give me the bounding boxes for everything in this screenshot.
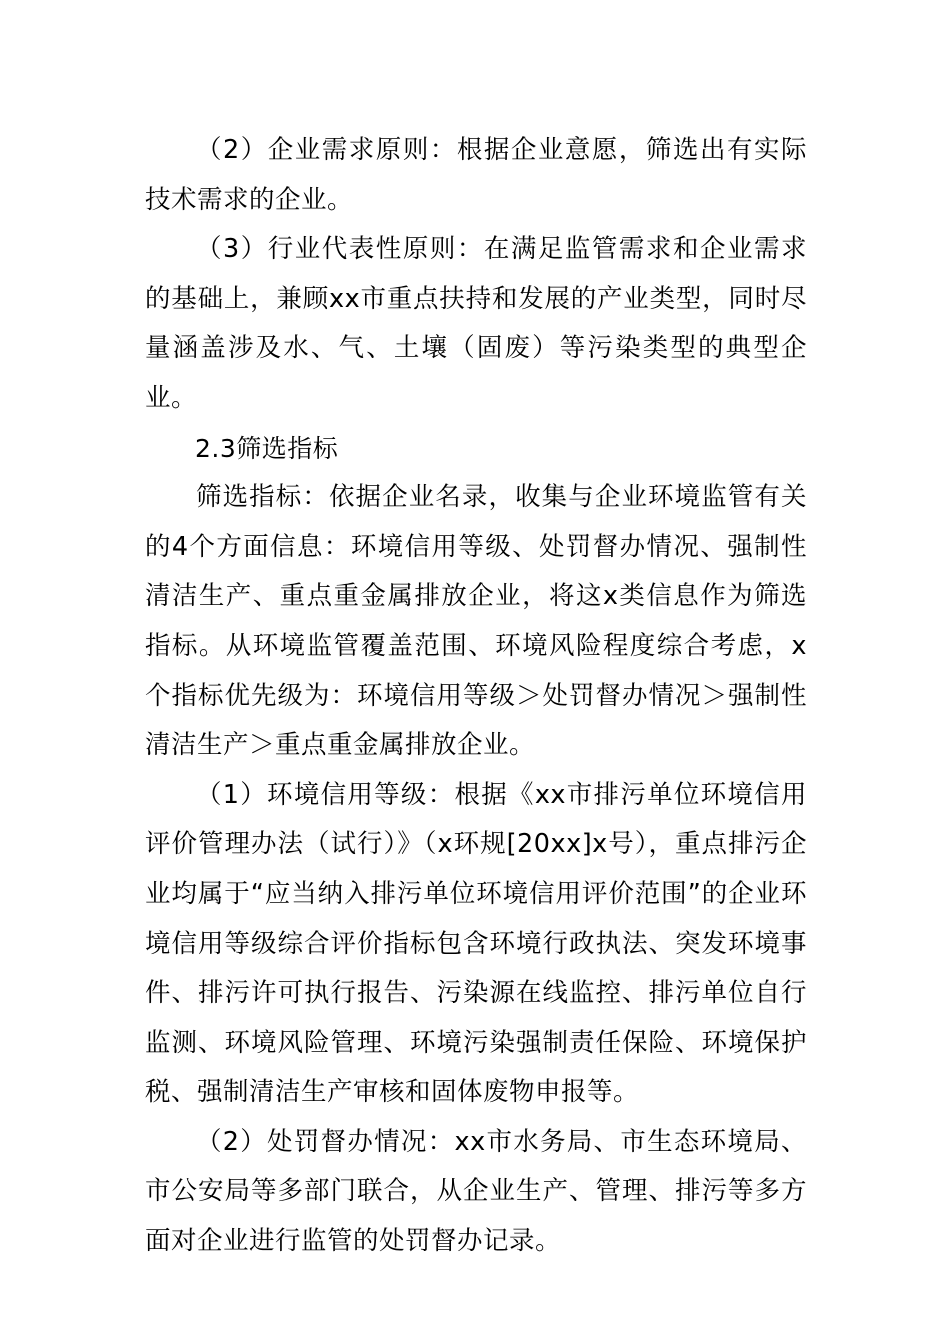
paragraph-industry-representative-principle: （3）行业代表性原则：在满足监管需求和企业需求的基础上，兼顾xx市重点扶持和发展的产业类型，同时尽量涵盖涉及水、气、土壤（固废）等污染类型的典型企业。: [145, 234, 807, 413]
section-heading-screening-indicators: 2.3筛选指标: [195, 433, 339, 463]
paragraph-environmental-credit-level: （1）环境信用等级：根据《xx市排污单位环境信用评价管理办法（试行）》（x环规[20xx]x号），重点排污企业均属于“应当纳入排污单位环境信用评价范围”的企业环境信用等级综合评价指标包含环境行政执法、突发环境事件、排污许可执行报告、污染源在线监控、排污单位自行监测、环境风险管理、环境污染强制责任保险、环境保护税、强制清洁生产审核和固体废物申报等。: [145, 779, 807, 1108]
paragraph-enterprise-demand-principle: （2）企业需求原则：根据企业意愿，筛选出有实际技术需求的企业。: [145, 135, 807, 215]
document-body: [145, 126, 807, 1267]
paragraph-penalty-supervision: （2）处罚督办情况：xx市水务局、市生态环境局、市公安局等多部门联合，从企业生产、管理、排污等多方面对企业进行监管的处罚督办记录。: [145, 1126, 807, 1257]
paragraph-screening-indicators: 筛选指标：依据企业名录，收集与企业环境监管有关的4个方面信息：环境信用等级、处罚督办情况、强制性清洁生产、重点重金属排放企业，将这x类信息作为筛选指标。从环境监管覆盖范围、环境风险程度综合考虑，x个指标优先级为：环境信用等级＞处罚督办情况＞强制性清洁生产＞重点重金属排放企业。: [145, 482, 807, 761]
